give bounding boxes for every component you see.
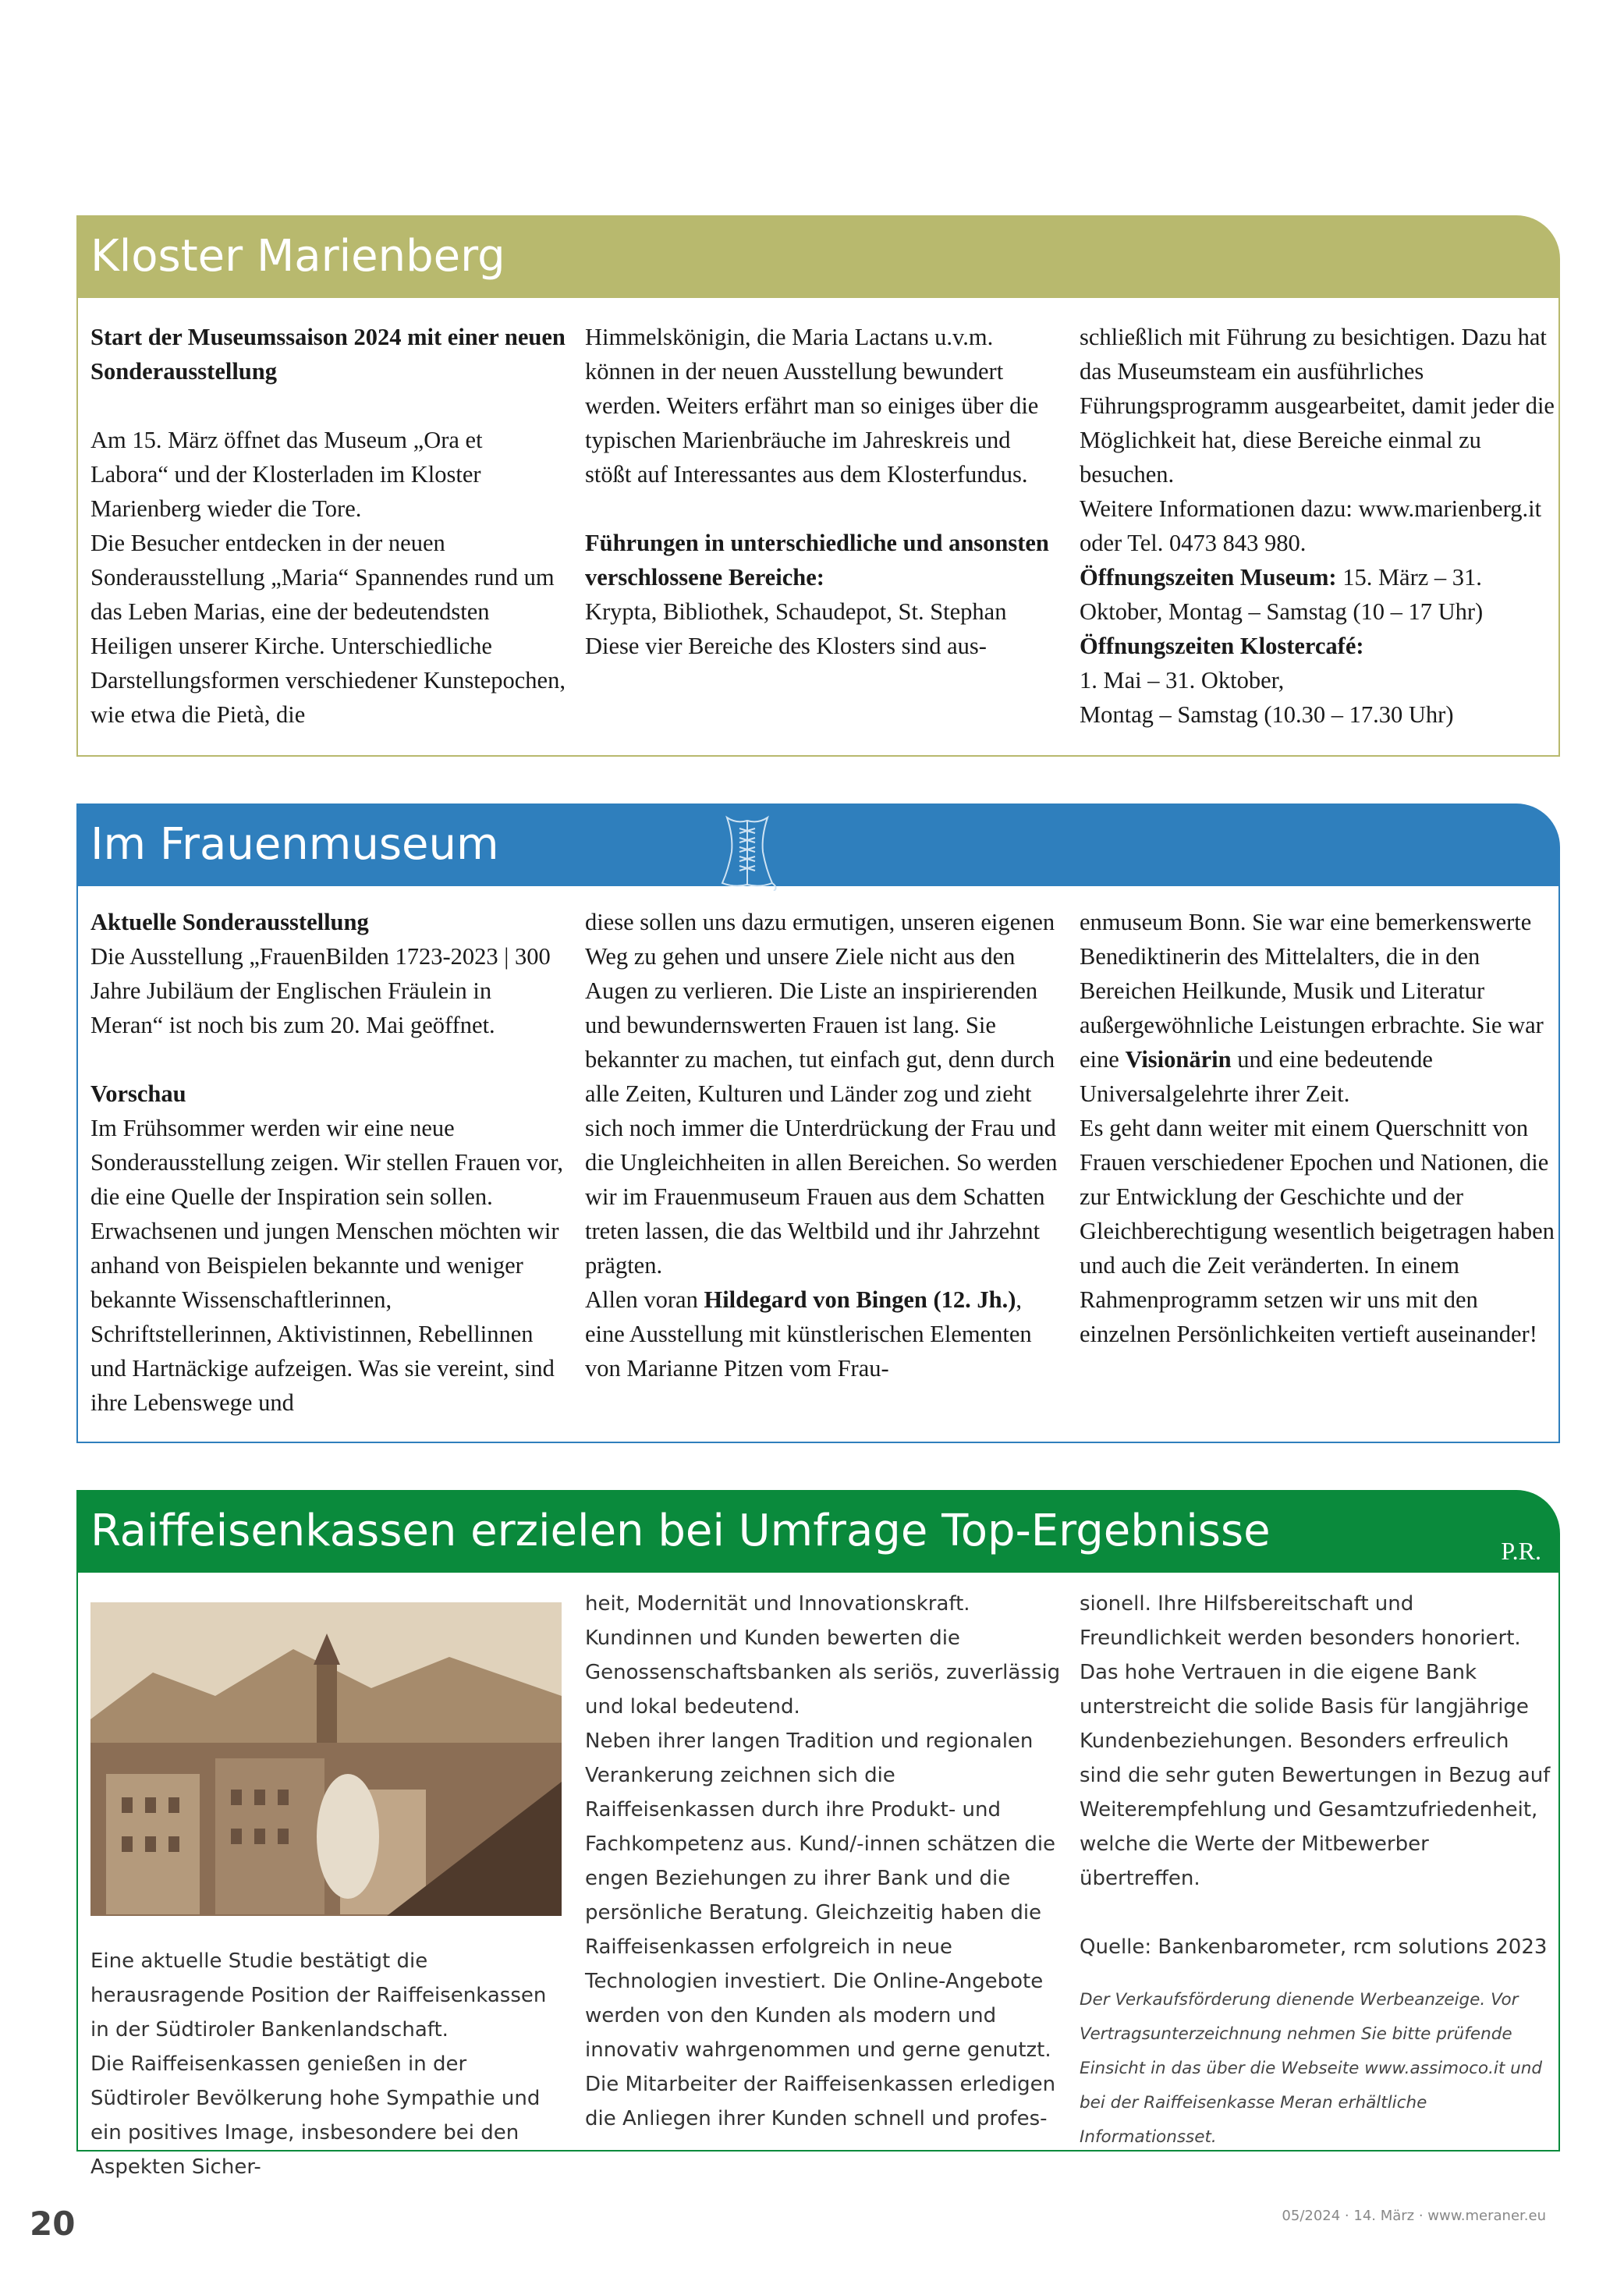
section-header: [76, 1490, 1560, 1573]
city-photo: [90, 1602, 562, 1916]
paragraph: diese sollen uns dazu ermutigen, unseren eigenen Weg zu gehen und unsere Ziele nicht aus den Augen zu verlieren. Die Liste an inspirierenden und bewundernswerten Frauen ist lang. Sie bekannter zu machen, tut einfach gut, denn durch alle Zeiten, Kulturen und Länder zog und zieht sich noch immer die Unterdrückung der Frau und die Ungleichheiten in allen Bereichen. So werden wir im Frauenmuseum Frauen aus dem Schatten treten lassen, die das Weltbild und ihr Jahrzehnt prägten.: [585, 909, 1058, 1279]
paragraph: Die Besucher entdecken in der neuen Sonderausstellung „Maria“ Spannendes rund um das Leben Marias, eine der bedeutendsten Heiligen unserer Kirche. Unterschiedliche Darstellungsformen verschiedener Kunstepochen, wie etwa die Pietà, die: [90, 530, 566, 728]
section-title: Raiffeisenkassen erzielen bei Umfrage Top-Ergebnisse: [90, 1506, 1271, 1556]
disclaimer: Der Verkaufsförderung dienende Werbeanzeige. Vor Vertragsunterzeichnung nehmen Sie bitte prüfende Einsicht in das über die Webseite www.assimoco.it und bei der Raiffeisenkasse Meran erhältliche Informationsset.: [1080, 1990, 1543, 2147]
page-number: 20: [30, 2205, 76, 2243]
corset-icon: [716, 813, 778, 891]
opening-hours-cafe-label: Öffnungszeiten Klostercafé:: [1080, 633, 1364, 659]
subheading: Vorschau: [90, 1080, 186, 1107]
paragraph: Diese vier Bereiche des Klosters sind aus-: [585, 633, 987, 659]
subheading: Aktuelle Sonderausstellung: [90, 909, 369, 935]
paragraph: Die Mitarbeiter der Raiffeisenkassen erledigen die Anliegen ihrer Kunden schnell und profes-: [585, 2073, 1056, 2130]
column-3: [1080, 905, 1555, 1351]
subheading: Start der Museumssaison 2024 mit einer neuen Sonderausstellung: [90, 324, 566, 385]
paragraph: Eine aktuelle Studie bestätigt die herausragende Position der Raiffeisenkassen in der Südtiroler Bankenlandschaft.: [90, 1949, 547, 2042]
column-1: [90, 1944, 566, 2184]
paragraph: enmuseum Bonn. Sie war eine bemerkenswerte Benediktinerin des Mittelalters, die in den Bereichen Heilkunde, Musik und Literatur außergewöhnliche Leistungen erbrachte. Sie war eine Visionärin und eine bedeutende Universalgelehrte ihrer Zeit.: [1080, 909, 1544, 1107]
opening-hours-cafe: 1. Mai – 31. Oktober,: [1080, 667, 1285, 694]
column-1: [90, 320, 566, 732]
column-2: [585, 1587, 1061, 2136]
paragraph: Neben ihrer langen Tradition und regionalen Verankerung zeichnen sich die Raiffeisenkassen durch ihre Produkt- und Fachkompetenz aus. Kund/-innen schätzen die engen Beziehungen zu ihrer Bank und die persönliche Beratung. Gleichzeitig haben die Raiffeisenkassen erfolgreich in neue Technologien investiert. Die Online-Angebote werden von den Kunden als modern und innovativ wahrgenommen und gerne genutzt.: [585, 1729, 1056, 2062]
opening-hours-museum: Öffnungszeiten Museum: 15. März – 31. Oktober, Montag – Samstag (10 – 17 Uhr): [1080, 564, 1484, 625]
paragraph: Krypta, Bibliothek, Schaudepot, St. Stephan: [585, 598, 1007, 625]
paragraph: Allen voran Hildegard von Bingen (12. Jh.), eine Ausstellung mit künstlerischen Elementen von Marianne Pitzen vom Frau-: [585, 1286, 1032, 1382]
paragraph: schließlich mit Führung zu besichtigen. Dazu hat das Museumsteam ein ausführliches Führungsprogramm ausgearbeitet, damit jeder die Möglichkeit hat, diese Bereiche einmal zu besuchen.: [1080, 324, 1555, 488]
advertorial-badge: P.R.: [1501, 1537, 1541, 1565]
paragraph: Am 15. März öffnet das Museum „Ora et Labora“ und der Klosterladen im Kloster Marienberg wieder die Tore.: [90, 427, 483, 522]
section-header: [76, 803, 1560, 886]
column-1: [90, 905, 566, 1420]
section-header: [76, 215, 1560, 298]
opening-hours-cafe-days: Montag – Samstag (10.30 – 17.30 Uhr): [1080, 701, 1454, 728]
paragraph: Es geht dann weiter mit einem Querschnitt von Frauen verschiedener Epochen und Nationen, die zur Entwicklung der Geschichte und der Gleichberechtigung wesentlich beigetragen haben und auch die Zeit veränderten. In einem Rahmenprogramm setzen wir uns mit den einzelnen Persönlichkeiten vertieft auseinander!: [1080, 1115, 1555, 1347]
column-3: [1080, 320, 1555, 732]
footer-issue-info: 05/2024 · 14. März · www.meraner.eu: [1282, 2208, 1546, 2224]
column-2: [585, 320, 1061, 663]
paragraph: Die Raiffeisenkassen genießen in der Südtiroler Bevölkerung hohe Sympathie und ein positives Image, insbesondere bei den Aspekten Sicher-: [90, 2052, 541, 2179]
section-content-box: [76, 886, 1560, 1443]
section-title: Im Frauenmuseum: [90, 819, 499, 870]
subheading: Führungen in unterschiedliche und ansonsten verschlossene Bereiche:: [585, 530, 1049, 591]
section-content-box: [76, 298, 1560, 757]
paragraph: sionell. Ihre Hilfsbereitschaft und Freundlichkeit werden besonders honoriert. Das hohe Vertrauen in die eigene Bank unterstreicht die solide Basis für langjährige Kundenbeziehungen. Besonders erfreulich sind die sehr guten Bewertungen in Bezug auf Weiterempfehlung und Gesamtzufriedenheit, welche die Werte der Mitbewerber übertreffen.: [1080, 1592, 1551, 1890]
column-2: [585, 905, 1061, 1385]
paragraph: Im Frühsommer werden wir eine neue Sonderausstellung zeigen. Wir stellen Frauen vor, die eine Quelle der Inspiration sein sollen. Erwachsenen und jungen Menschen möchten wir anhand von Beispielen bekannte und weniger bekannte Wissenschaftlerinnen, Schriftstellerinnen, Aktivistinnen, Rebellinnen und Hartnäckige aufzeigen. Was sie vereint, sind ihre Lebenswege und: [90, 1115, 563, 1416]
source-note: Quelle: Bankenbarometer, rcm solutions 2023: [1080, 1935, 1548, 1959]
section-title: Kloster Marienberg: [90, 231, 505, 282]
paragraph: heit, Modernität und Innovationskraft. Kundinnen und Kunden bewerten die Genossenschaftsbanken als seriös, zuverlässig und lokal bedeutend.: [585, 1592, 1061, 1719]
section-content-box: [76, 1573, 1560, 2179]
contact-info: Weitere Informationen dazu: www.marienberg.it oder Tel. 0473 843 980.: [1080, 495, 1542, 556]
paragraph: Himmelskönigin, die Maria Lactans u.v.m. können in der neuen Ausstellung bewundert werden. Weiters erfährt man so einiges über die typischen Marienbräuche im Jahreskreis und stößt auf Interessantes aus dem Klosterfundus.: [585, 324, 1039, 488]
column-3: [1080, 1587, 1555, 2155]
paragraph: Die Ausstellung „FrauenBilden 1723-2023 | 300 Jahre Jubiläum der Englischen Fräulein in Meran“ ist noch bis zum 20. Mai geöffnet.: [90, 943, 551, 1038]
